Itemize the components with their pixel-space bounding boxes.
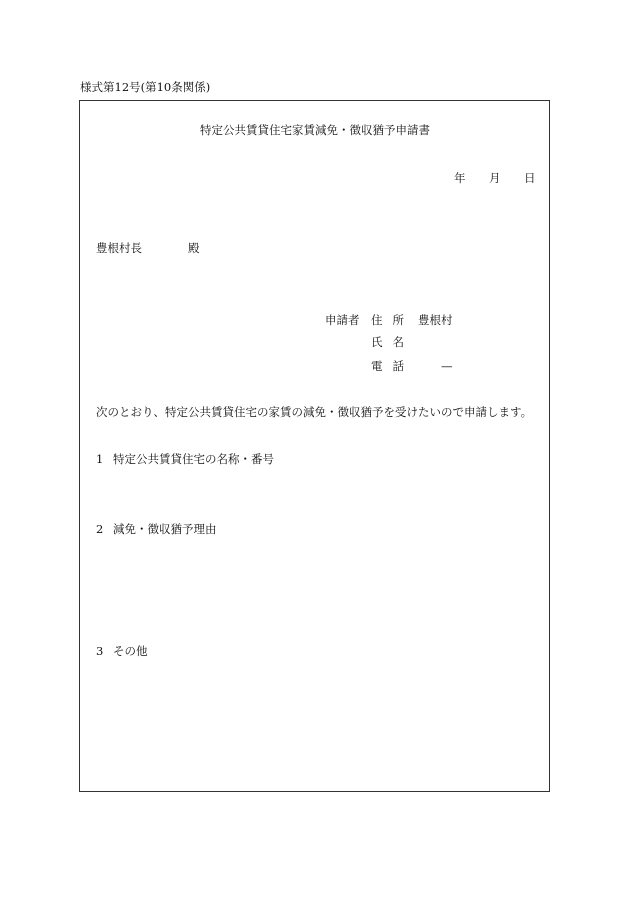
date-day-label: 日 [524,171,536,185]
item-number: 1 [96,452,104,466]
item-label: 減免・徴収猶予理由 [113,522,217,536]
form-title: 特定公共賃貸住宅家賃減免・徴収猶予申請書 [200,123,430,137]
form-frame [79,100,550,792]
item-label: その他 [113,644,148,658]
applicant-label: 申請者 [325,313,360,327]
item-number: 2 [96,522,104,536]
form-number: 様式第12号(第10条関係) [80,80,211,94]
item-label: 特定公共賃貸住宅の名称・番号 [113,452,274,466]
date-month-label: 月 [489,171,501,185]
item-housing-name [96,454,274,466]
tel-value: — [441,359,453,373]
recipient-honorific: 殿 [188,241,200,255]
item-reason [96,524,217,536]
item-number: 3 [96,644,104,658]
application-statement: 次のとおり、特定公共賃貸住宅の家賃の減免・徴収猶予を受けたいので申請します。 [96,405,533,419]
recipient-name: 豊根村長 [96,241,142,255]
tel-label: 電話 [371,359,414,373]
name-label: 氏名 [371,335,414,349]
item-other [96,646,148,658]
address-value: 豊根村 [418,313,453,327]
address-label: 住所 [371,313,414,327]
date-year-label: 年 [454,171,466,185]
